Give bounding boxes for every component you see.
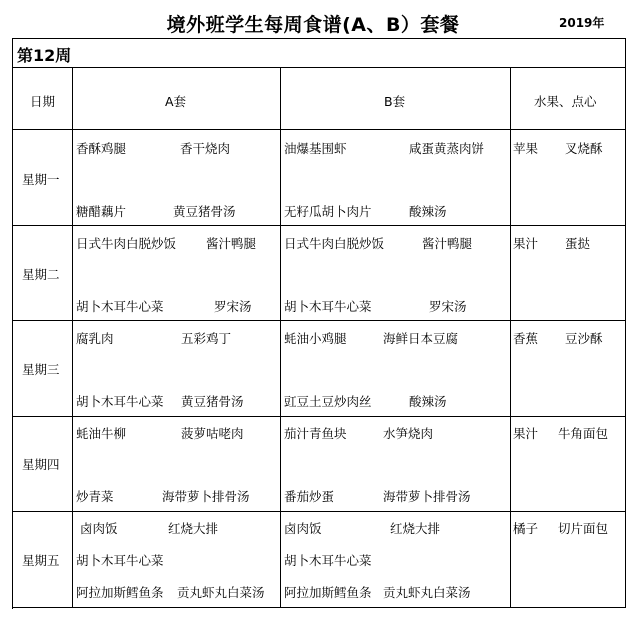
day-label: 星期五 xyxy=(22,553,60,568)
menu-item: 罗宋汤 xyxy=(214,299,252,314)
menu-item: 阿拉加斯鳕鱼条 xyxy=(284,585,372,600)
menu-item: 红烧大排 xyxy=(168,521,219,536)
menu-item: 阿拉加斯鳕鱼条 xyxy=(76,585,164,600)
fruit-item: 橘子 xyxy=(513,521,539,536)
menu-item: 腐乳肉 xyxy=(76,331,114,346)
menu-item: 酸辣汤 xyxy=(409,204,447,219)
col-divider xyxy=(72,68,73,608)
page-title: 境外班学生每周食谱(A、B）套餐 xyxy=(166,14,460,36)
menu-item: 胡卜木耳牛心菜 xyxy=(284,553,372,568)
day-label: 星期四 xyxy=(22,457,60,472)
row-divider xyxy=(12,511,626,512)
snack-item: 切片面包 xyxy=(558,521,609,536)
menu-item: 水笋烧肉 xyxy=(383,426,434,441)
menu-item: 无籽瓜胡卜肉片 xyxy=(284,204,372,219)
menu-item: 胡卜木耳牛心菜 xyxy=(76,394,164,409)
menu-item: 海鲜日本豆腐 xyxy=(383,331,459,346)
menu-item: 油爆基围虾 xyxy=(284,141,347,156)
menu-item: 胡卜木耳牛心菜 xyxy=(76,553,164,568)
week-row xyxy=(12,38,626,68)
menu-item: 香酥鸡腿 xyxy=(76,141,127,156)
menu-item: 蚝油牛柳 xyxy=(76,426,127,441)
menu-item: 菠萝咕咾肉 xyxy=(181,426,244,441)
fruit-item: 果汁 xyxy=(513,236,539,251)
menu-item: 豇豆土豆炒肉丝 xyxy=(284,394,372,409)
snack-item: 牛角面包 xyxy=(558,426,609,441)
header-set-b: B套 xyxy=(384,94,406,109)
day-label: 星期二 xyxy=(22,267,60,282)
menu-item: 红烧大排 xyxy=(390,521,441,536)
menu-item: 胡卜木耳牛心菜 xyxy=(284,299,372,314)
row-divider xyxy=(12,320,626,321)
day-label: 星期一 xyxy=(22,172,60,187)
table-bottom-border xyxy=(12,607,626,608)
menu-item: 咸蛋黄蒸肉饼 xyxy=(409,141,485,156)
menu-item: 酱汁鸭腿 xyxy=(206,236,257,251)
menu-item: 日式牛肉白脱炒饭 xyxy=(76,236,177,251)
menu-item: 五彩鸡丁 xyxy=(181,331,232,346)
row-divider xyxy=(12,416,626,417)
row-divider xyxy=(12,129,626,130)
fruit-item: 果汁 xyxy=(513,426,539,441)
menu-item: 糖醋藕片 xyxy=(76,204,127,219)
snack-item: 叉烧酥 xyxy=(565,141,603,156)
fruit-item: 香蕉 xyxy=(513,331,539,346)
col-divider xyxy=(510,68,511,608)
menu-item: 炒青菜 xyxy=(76,489,114,504)
menu-item: 茄汁青鱼块 xyxy=(284,426,347,441)
menu-item: 海带萝卜排骨汤 xyxy=(383,489,471,504)
fruit-item: 苹果 xyxy=(513,141,539,156)
header-date: 日期 xyxy=(30,94,56,109)
menu-item: 黄豆猪骨汤 xyxy=(181,394,244,409)
col-divider xyxy=(280,68,281,608)
menu-item: 酱汁鸭腿 xyxy=(422,236,473,251)
menu-item: 番茄炒蛋 xyxy=(284,489,335,504)
menu-item: 黄豆猪骨汤 xyxy=(173,204,236,219)
menu-item: 卤肉饭 xyxy=(284,521,322,536)
header-fruit: 水果、点心 xyxy=(534,94,597,109)
snack-item: 蛋挞 xyxy=(565,236,591,251)
week-label: 第12周 xyxy=(17,46,72,65)
menu-item: 酸辣汤 xyxy=(409,394,447,409)
menu-item: 贡丸虾丸白菜汤 xyxy=(383,585,471,600)
header-set-a: A套 xyxy=(165,94,187,109)
snack-item: 豆沙酥 xyxy=(565,331,603,346)
menu-item: 卤肉饭 xyxy=(80,521,118,536)
menu-item: 胡卜木耳牛心菜 xyxy=(76,299,164,314)
menu-item: 香干烧肉 xyxy=(180,141,231,156)
menu-item: 蚝油小鸡腿 xyxy=(284,331,347,346)
menu-item: 海带萝卜排骨汤 xyxy=(162,489,250,504)
row-divider xyxy=(12,225,626,226)
menu-item: 贡丸虾丸白菜汤 xyxy=(177,585,265,600)
day-label: 星期三 xyxy=(22,362,60,377)
year-label: 2019年 xyxy=(559,16,605,30)
menu-item: 日式牛肉白脱炒饭 xyxy=(284,236,385,251)
menu-item: 罗宋汤 xyxy=(429,299,467,314)
